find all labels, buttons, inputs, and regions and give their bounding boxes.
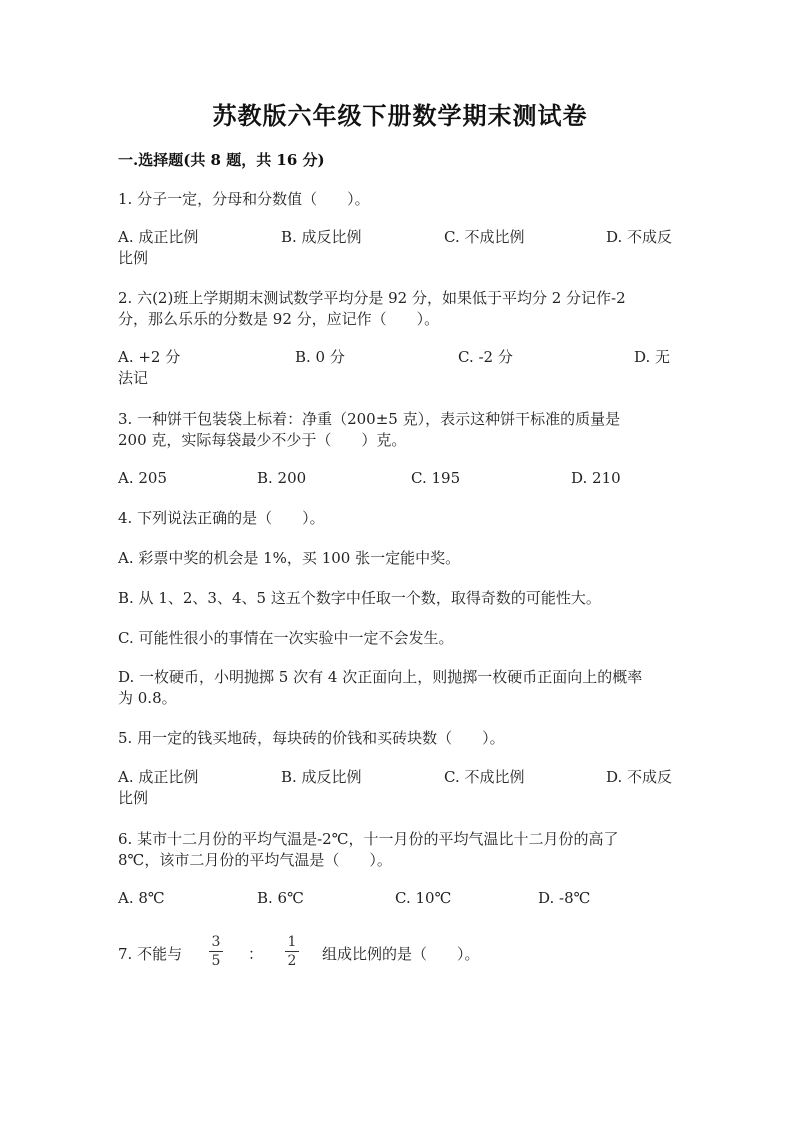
q7-fraction-1-bar <box>209 951 223 952</box>
q1-option-d: D. 不成反 <box>606 228 673 246</box>
q5-option-d-wrap: 比例 <box>118 789 149 807</box>
q2-option-b: B. 0 分 <box>295 348 345 366</box>
page-title: 苏教版六年级下册数学期末测试卷 <box>212 101 588 130</box>
q7-fraction-1-denominator: 5 <box>211 953 221 969</box>
q7-fraction-1-numerator: 3 <box>211 934 221 950</box>
q6-option-d: D. -8℃ <box>538 889 591 907</box>
q3-option-d: D. 210 <box>571 469 621 487</box>
q6-option-b: B. 6℃ <box>257 889 304 907</box>
question-1-stem: 1. 分子一定，分母和分数值（ ）。 <box>118 190 370 208</box>
question-3-stem-line2: 200 克，实际每袋最少不少于（ ）克。 <box>118 431 407 449</box>
q1-option-a: A. 成正比例 <box>118 228 199 246</box>
question-5-stem: 5. 用一定的钱买地砖，每块砖的价钱和买砖块数（ ）。 <box>118 729 505 747</box>
q5-option-d: D. 不成反 <box>606 768 673 786</box>
q3-option-a: A. 205 <box>118 469 167 487</box>
q1-option-d-wrap: 比例 <box>118 249 149 267</box>
q7-colon: ： <box>248 945 264 963</box>
q3-option-c: C. 195 <box>411 469 461 487</box>
question-6-stem-line1: 6. 某市十二月份的平均气温是-2℃，十一月份的平均气温比十二月份的高了 <box>118 830 619 848</box>
q7-fraction-2-numerator: 1 <box>287 934 297 950</box>
question-2-stem-line1: 2. 六(2)班上学期期末测试数学平均分是 92 分，如果低于平均分 2 分记作-2 <box>118 289 626 307</box>
q7-fraction-1 <box>208 934 224 969</box>
question-6-stem-line2: 8℃，该市二月份的平均气温是（ ）。 <box>118 851 392 869</box>
q5-option-b: B. 成反比例 <box>281 768 362 786</box>
q7-fraction-2-denominator: 2 <box>287 953 297 969</box>
q4-option-b: B. 从 1、2、3、4、5 这五个数字中任取一个数，取得奇数的可能性大。 <box>118 589 601 607</box>
question-3-stem-line1: 3. 一种饼干包装袋上标着：净重（200±5 克），表示这种饼干标准的质量是 <box>118 410 621 428</box>
q1-option-b: B. 成反比例 <box>281 228 362 246</box>
q2-option-a: A. +2 分 <box>118 348 181 366</box>
q4-option-d-line1: D. 一枚硬币，小明抛掷 5 次有 4 次正面向上，则抛掷一枚硬币正面向上的概率 <box>118 668 643 686</box>
q4-option-c: C. 可能性很小的事情在一次实验中一定不会发生。 <box>118 629 454 647</box>
q2-option-d-wrap: 法记 <box>118 369 149 387</box>
question-7-prefix: 7. 不能与 <box>118 945 183 963</box>
question-4-stem: 4. 下列说法正确的是（ ）。 <box>118 509 325 527</box>
q5-option-a: A. 成正比例 <box>118 768 199 786</box>
q2-option-d: D. 无 <box>634 348 671 366</box>
q6-option-c: C. 10℃ <box>395 889 452 907</box>
q4-option-a: A. 彩票中奖的机会是 1%，买 100 张一定能中奖。 <box>118 549 461 567</box>
q1-option-c: C. 不成比例 <box>444 228 525 246</box>
q2-option-c: C. -2 分 <box>458 348 513 366</box>
question-2-stem-line2: 分，那么乐乐的分数是 92 分，应记作（ ）。 <box>118 310 440 328</box>
question-7-suffix: 组成比例的是（ ）。 <box>322 945 480 963</box>
q7-fraction-2-bar <box>285 951 299 952</box>
q7-fraction-2 <box>284 934 300 969</box>
q5-option-c: C. 不成比例 <box>444 768 525 786</box>
q4-option-d-line2: 为 0.8。 <box>118 689 177 707</box>
q3-option-b: B. 200 <box>257 469 307 487</box>
section-heading: 一.选择题(共 8 题，共 16 分) <box>118 151 325 169</box>
q6-option-a: A. 8℃ <box>118 889 165 907</box>
